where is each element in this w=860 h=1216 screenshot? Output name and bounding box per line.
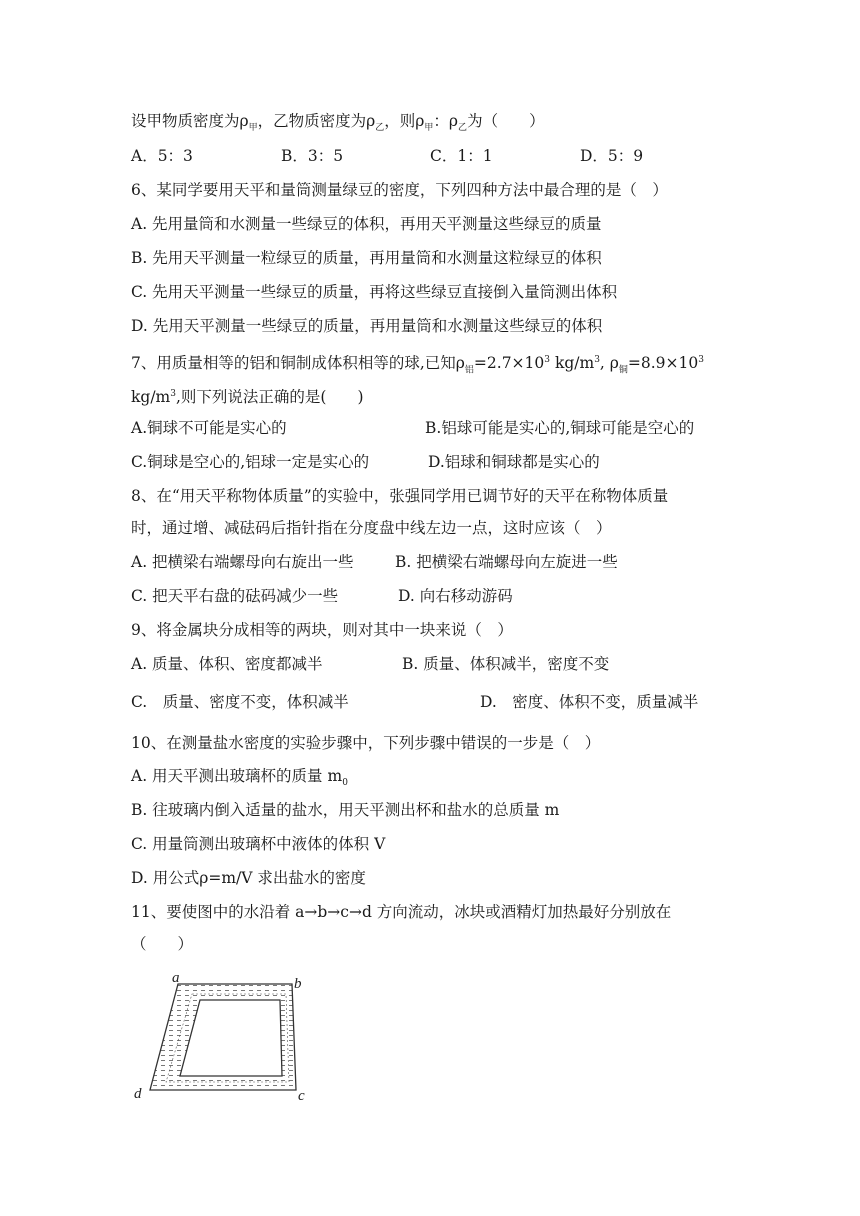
q10-stem: 10、在测量盐水密度的实验步骤中，下列步骤中错误的一步是（ ） — [131, 734, 601, 752]
water-loop-figure — [128, 968, 328, 1104]
q8-option-d: D. 向右移动游码 — [398, 587, 513, 605]
q6-option-b: B. 先用天平测量一粒绿豆的质量，再用量筒和水测量这粒绿豆的体积 — [131, 249, 602, 267]
q9-stem: 9、将金属块分成相等的两块，则对其中一块来说（ ） — [131, 621, 513, 639]
q11-stem-line1: 11、要使图中的水沿着 a→b→c→d 方向流动，冰块或酒精灯加热最好分别放在 — [131, 903, 672, 921]
q7-option-b: B.铝球可能是实心的,铜球可能是空心的 — [425, 419, 695, 437]
q9-option-a: A. 质量、体积、密度都减半 — [131, 655, 323, 673]
q8-stem-line2: 时，通过增、减砝码后指针指在分度盘中线左边一点，这时应该（ ） — [131, 519, 612, 537]
q7-stem: 7、用质量相等的铝和铜制成体积相等的球,已知$\rho_铝=2.7\times 10^3$ $kg/m^3$, $\rho_铜=8.9\times 10^3$ — [131, 354, 704, 376]
q10-option-b: B. 往玻璃内倒入适量的盐水，用天平测出杯和盐水的总质量 m — [131, 801, 560, 819]
q5-option-a: A．5：3 — [131, 147, 193, 165]
q10-option-d: D. 用公式ρ=m/V 求出盐水的密度 — [131, 869, 366, 887]
q8-option-b: B. 把横梁右端螺母向左旋进一些 — [395, 553, 618, 571]
q11-stem-line2: （ ） — [131, 935, 194, 953]
q7-option-c: C.铜球是空心的,铝球一定是实心的 — [131, 453, 370, 471]
q7-option-a: A.铜球不可能是实心的 — [131, 419, 287, 437]
q9-option-c: C. 质量、密度不变，体积减半 — [131, 693, 349, 711]
q8-option-a: A. 把横梁右端螺母向右旋出一些 — [131, 553, 354, 571]
q10-option-a: A. 用天平测出玻璃杯的质量 $m_0$ — [131, 767, 348, 789]
q10-option-c: C. 用量筒测出玻璃杯中液体的体积 V — [131, 835, 386, 853]
label-a: a — [172, 970, 180, 986]
label-c: c — [298, 1088, 305, 1104]
q5-option-c: C．1：1 — [430, 147, 493, 165]
q6-stem: 6、某同学要用天平和量筒测量绿豆的密度，下列四种方法中最合理的是（ ） — [131, 181, 668, 199]
q9-option-b: B. 质量、体积减半，密度不变 — [402, 655, 610, 673]
q7-option-d: D.铝球和铜球都是实心的 — [428, 453, 600, 471]
q7-stem-line2: $kg/m^3$,则下列说法正确的是( ) — [131, 388, 364, 407]
q6-option-a: A. 先用量筒和水测量一些绿豆的体积，再用天平测量这些绿豆的质量 — [131, 215, 602, 233]
q5-option-b: B．3：5 — [281, 147, 344, 165]
label-d: d — [134, 1086, 142, 1102]
label-b: b — [294, 976, 302, 992]
q5-option-d: D．5：9 — [580, 147, 644, 165]
q9-option-d: D. 密度、体积不变，质量减半 — [480, 693, 699, 711]
q8-stem-line1: 8、在“用天平称物体质量”的实验中，张强同学用已调节好的天平在称物体质量 — [131, 487, 669, 505]
q6-option-d: D. 先用天平测量一些绿豆的质量，再用量筒和水测量这些绿豆的体积 — [131, 317, 603, 335]
q6-option-c: C. 先用天平测量一些绿豆的质量，再将这些绿豆直接倒入量筒测出体积 — [131, 283, 618, 301]
q5-stem: 设甲物质密度为$\rho_甲$，乙物质密度为$\rho_乙$，则$\rho_甲$：$\rho_乙$为（ ） — [131, 112, 545, 134]
q8-option-c: C. 把天平右盘的砝码减少一些 — [131, 587, 339, 605]
